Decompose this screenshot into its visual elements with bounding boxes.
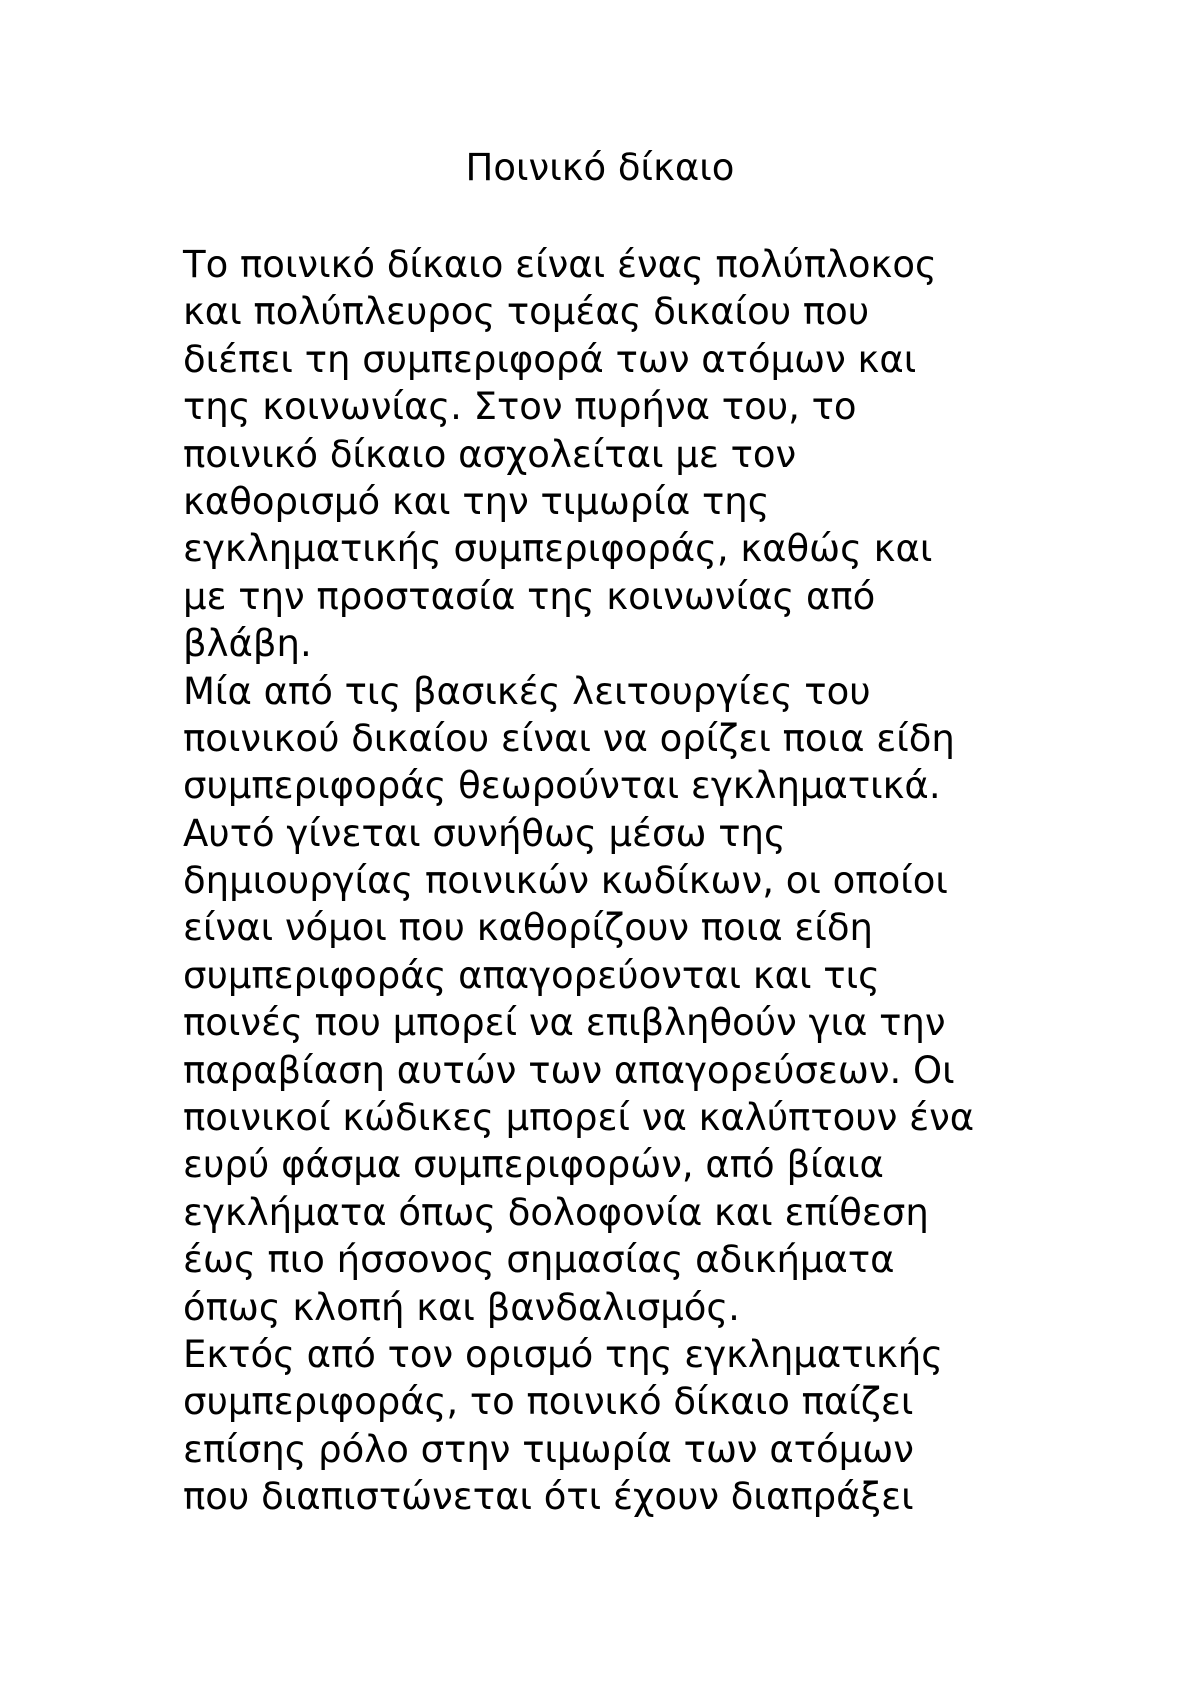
text-line: συμπεριφοράς, το ποινικό δίκαιο παίζει [183,1380,914,1424]
text-line: εγκληματικής συμπεριφοράς, καθώς και [183,527,933,571]
text-line: παραβίαση αυτών των απαγορεύσεων. Οι [183,1048,955,1092]
text-line: συμπεριφοράς θεωρούνται εγκληματικά. [183,764,941,808]
text-line: Το ποινικό δίκαιο είναι ένας πολύπλοκος [183,243,937,286]
text-line: της κοινωνίας. Στον πυρήνα του, το [183,385,857,429]
text-line: έως πιο ήσσονος σημασίας αδικήματα [183,1238,895,1282]
document-title: Ποινικό δίκαιο [465,146,735,189]
document-body [183,241,1043,1521]
text-line: εγκλήματα όπως δολοφονία και επίθεση [183,1190,929,1234]
text-line: ευρύ φάσμα συμπεριφορών, από βίαια [183,1143,884,1187]
text-line: δημιουργίας ποινικών κωδίκων, οι οποίοι [183,859,948,903]
text-line: είναι νόμοι που καθορίζουν ποια είδη [183,906,873,950]
text-line: όπως κλοπή και βανδαλισμός. [183,1285,740,1329]
text-line: Αυτό γίνεται συνήθως μέσω της [183,811,786,855]
text-line: που διαπιστώνεται ότι έχουν διαπράξει [183,1475,914,1519]
text-line: επίσης ρόλο στην τιμωρία των ατόμων [183,1427,914,1471]
text-line: καθορισμό και την τιμωρία της [183,479,770,523]
text-line: με την προστασία της κοινωνίας από [183,574,876,618]
text-line: Εκτός από τον ορισμό της εγκληματικής [183,1332,943,1376]
text-line: διέπει τη συμπεριφορά των ατόμων και [183,337,917,381]
text-line: Μία από τις βασικές λειτουργίες του [183,669,871,713]
text-line: ποινικοί κώδικες μπορεί να καλύπτουν ένα [183,1096,975,1140]
text-line: ποινικού δικαίου είναι να ορίζει ποια είδη [183,716,955,760]
text-line: ποινικό δίκαιο ασχολείται με τον [183,432,797,476]
text-line: συμπεριφοράς απαγορεύονται και τις [183,953,880,997]
text-line: βλάβη. [183,622,312,666]
text-line: ποινές που μπορεί να επιβληθούν για την [183,1001,946,1045]
text-line: και πολύπλευρος τομέας δικαίου που [183,290,870,334]
